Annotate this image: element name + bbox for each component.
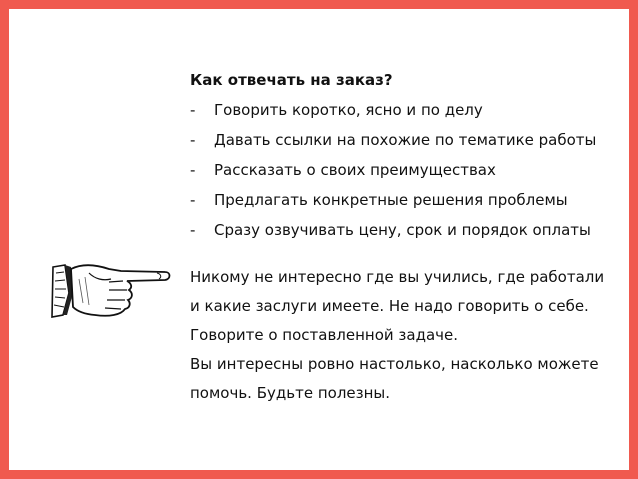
paragraph-line: Никому не интересно где вы учились, где работали	[190, 268, 605, 286]
tips-list	[190, 102, 596, 252]
list-item	[190, 162, 596, 192]
list-item-text: Давать ссылки на похожие по тематике работы	[214, 131, 597, 149]
list-item	[190, 132, 596, 162]
list-item	[190, 102, 596, 132]
bullet-marker: -	[190, 131, 196, 149]
bullet-marker: -	[190, 101, 196, 119]
paragraph-line: Вы интересны ровно настолько, насколько можете	[190, 355, 599, 373]
bullet-marker: -	[190, 161, 196, 179]
paragraph-line: и какие заслуги имеете. Не надо говорить о себе.	[190, 297, 589, 315]
pointing-hand-icon	[49, 259, 174, 329]
paragraph-line: помочь. Будьте полезны.	[190, 384, 391, 402]
list-item	[190, 192, 596, 222]
bullet-marker: -	[190, 221, 196, 239]
list-item-text: Предлагать конкретные решения проблемы	[214, 191, 568, 209]
list-item-text: Говорить коротко, ясно и по делу	[214, 101, 483, 119]
slide-heading: Как отвечать на заказ?	[190, 71, 393, 89]
list-item-text: Рассказать о своих преимуществах	[214, 161, 496, 179]
paragraph	[190, 269, 604, 414]
bullet-marker: -	[190, 191, 196, 209]
paragraph-line: Говорите о поставленной задаче.	[190, 326, 459, 344]
list-item	[190, 222, 596, 252]
list-item-text: Сразу озвучивать цену, срок и порядок оплаты	[214, 221, 591, 239]
